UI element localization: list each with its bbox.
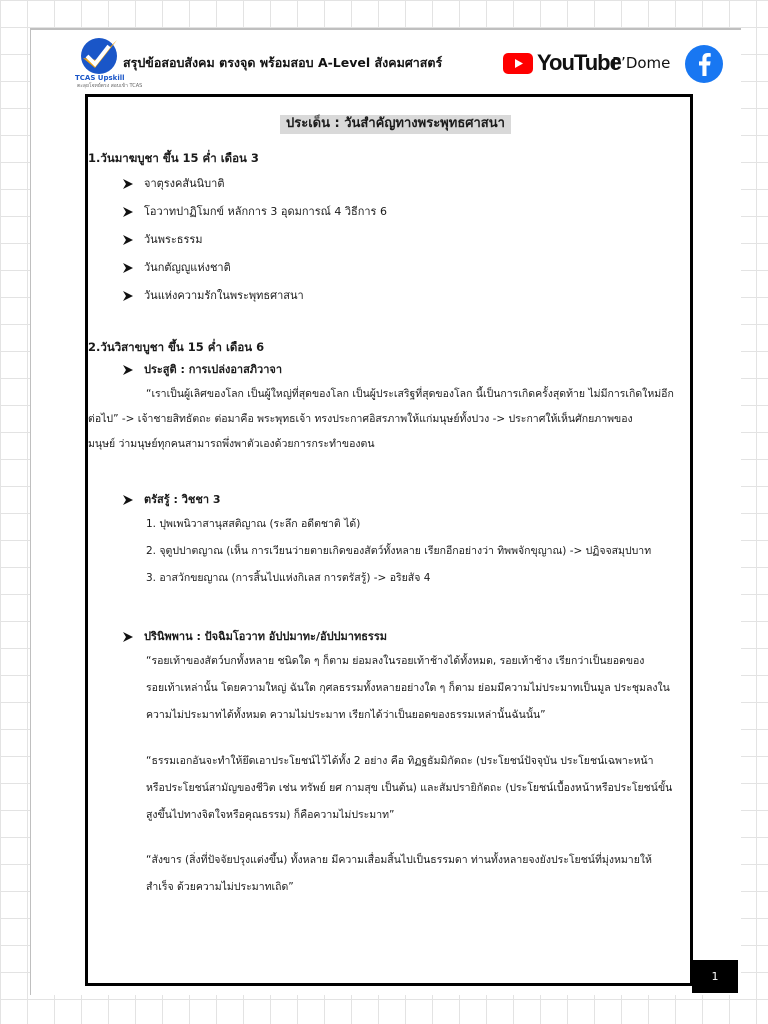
nirvana-quote-line: ความไม่ประมาทได้ทั้งหมด ความไม่ประมาท เรียกได้ว่าเป็นยอดของธรรมเหล่านั้นฉันนั้น” (146, 709, 546, 721)
nirvana-quote-line: สำเร็จ ด้วยความไม่ประมาทเถิด” (146, 881, 294, 893)
youtube-wordmark: YouTube (537, 50, 621, 75)
enlightenment-label: ตรัสรู้ : วิชชา 3 (144, 493, 221, 506)
nirvana-heading (122, 630, 387, 644)
enlightenment-item: 1. ปุพเพนิวาสานุสสติญาณ (ระลึก อดีตชาติ ได้) (146, 518, 361, 530)
list-item (122, 177, 224, 191)
document-page (30, 28, 741, 995)
arrow-bullet-icon (122, 206, 134, 218)
arrow-bullet-icon (122, 290, 134, 302)
section-1-heading: 1.วันมาฆบูชา ขึ้น 15 ค่ำ เดือน 3 (88, 151, 259, 165)
list-item-text: จาตุรงคสันนิบาติ (144, 177, 225, 190)
arrow-bullet-icon (122, 234, 134, 246)
section-2-heading: 2.วันวิสาขบูชา ขึ้น 15 ค่ำ เดือน 6 (88, 340, 265, 354)
arrow-bullet-icon (122, 364, 134, 376)
facebook-icon[interactable] (684, 44, 724, 84)
birth-heading (122, 363, 282, 377)
nirvana-quote-line: สูงขึ้นไปทางจิตใจหรือคุณธรรม) ก็คือความไม่ประมาท” (146, 809, 395, 821)
list-item (122, 261, 231, 275)
list-item (122, 205, 387, 219)
nirvana-quote-line: หรือประโยชน์สามัญของชีวิต เช่น ทรัพย์ ยศ กามสุข เป็นต้น) และสัมปรายิกัตถะ (ประโยชน์เบื้องหน้าหรือประโยชน์ขั้น (146, 782, 673, 794)
list-item-text: โอวาทปาฏิโมกข์ หลักการ 3 อุดมการณ์ 4 วิธีการ 6 (144, 205, 387, 218)
birth-label: ประสูติ : การเปล่งอาสภิวาจา (144, 363, 283, 376)
header (31, 30, 741, 92)
logo-subtitle: ตะลุยโจทย์ตรง สอบเข้า TCAS (77, 83, 143, 89)
logo-text: TCAS Upskill (75, 74, 125, 82)
nirvana-label: ปรินิพพาน : ปัจฉิมโอวาท อัปปมาทะ/อัปปมาทธรรม (144, 630, 387, 643)
youtube-play-icon (503, 53, 533, 74)
list-item-text: วันพระธรรม (144, 233, 203, 246)
document-title: สรุปข้อสอบสังคม ตรงจุด พร้อมสอบ A-Level สังคมศาสตร์ (123, 55, 443, 70)
birth-text-line: ต่อไป” -> เจ้าชายสิทธัตถะ ต่อมาคือ พระพุทธเจ้า ทรงประกาศอิสรภาพให้แก่มนุษย์ทั้งปวง -> ประกาศให้เห็นศักยภาพของ (88, 413, 633, 425)
enlightenment-item: 3. อาสวักขยญาณ (การสิ้นไปแห่งกิเลส การตรัสรู้) -> อริยสัจ 4 (146, 572, 431, 584)
list-item (122, 233, 203, 247)
arrow-bullet-icon (122, 631, 134, 643)
channel-name: P’Dome (612, 54, 671, 72)
page-number: 1 (692, 960, 738, 993)
arrow-bullet-icon (122, 494, 134, 506)
birth-text-line: มนุษย์ ว่ามนุษย์ทุกคนสามารถพึ่งพาตัวเองด้วยการกระทำของตน (88, 438, 375, 450)
topic-title: ประเด็น : วันสำคัญทางพระพุทธศาสนา (280, 115, 511, 134)
birth-text-line: “เราเป็นผู้เลิศของโลก เป็นผู้ใหญ่ที่สุดของโลก เป็นผู้ประเสริฐที่สุดของโลก นี้เป็นการเกิดครั้งสุดท้าย ไม่มีการเกิดใหม่อีก (146, 388, 674, 400)
list-item-text: วันแห่งความรักในพระพุทธศาสนา (144, 289, 304, 302)
enlightenment-item: 2. จุตูปปาตญาณ (เห็น การเวียนว่ายตายเกิดของสัตว์ทั้งหลาย เรียกอีกอย่างว่า ทิพพจักขุญาณ) -> ปฏิจจสมุปบาท (146, 545, 652, 557)
nirvana-quote-line: “สังขาร (สิ่งที่ปัจจัยปรุงแต่งขึ้น) ทั้งหลาย มีความเสื่อมสิ้นไปเป็นธรรมดา ท่านทั้งหลายจงยังประโยชน์ที่มุ่งหมายให้ (146, 854, 652, 866)
nirvana-quote-line: รอยเท้าเหล่านั้น โดยความใหญ่ ฉันใด กุศลธรรมทั้งหลายอย่างใด ๆ ก็ตาม ย่อมมีความไม่ประมาทเป็นมูล ประชุมลงใน (146, 682, 670, 694)
youtube-logo[interactable] (503, 50, 621, 76)
list-item (122, 289, 304, 303)
nirvana-quote-line: “รอยเท้าของสัตว์บกทั้งหลาย ชนิดใด ๆ ก็ตาม ย่อมลงในรอยเท้าช้างได้ทั้งหมด, รอยเท้าช้าง เรียกว่าเป็นยอดของ (146, 655, 645, 667)
arrow-bullet-icon (122, 178, 134, 190)
list-item-text: วันกตัญญูแห่งชาติ (144, 261, 231, 274)
nirvana-quote-line: “ธรรมเอกอันจะทำให้ยึดเอาประโยชน์ไว้ได้ทั้ง 2 อย่าง คือ ทิฏฐธัมมิกัตถะ (ประโยชน์ปัจจุบัน ประโยชน์เฉพาะหน้า (146, 755, 654, 767)
enlightenment-heading (122, 493, 221, 507)
content-frame (85, 94, 693, 986)
arrow-bullet-icon (122, 262, 134, 274)
